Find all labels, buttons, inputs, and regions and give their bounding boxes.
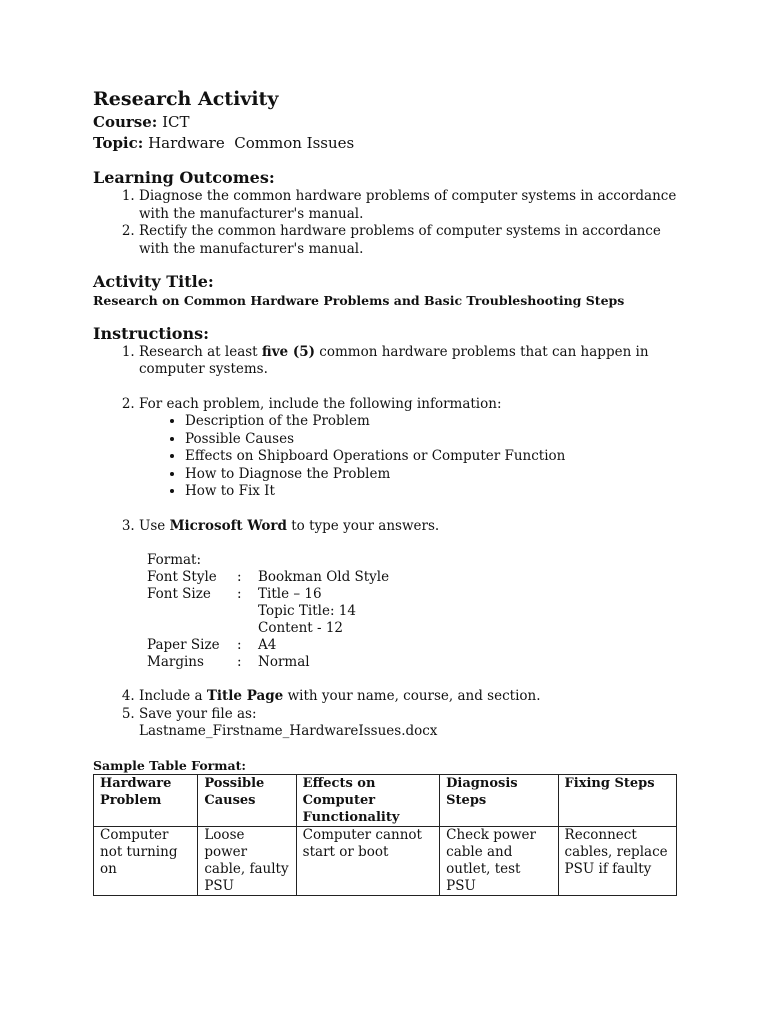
instr4-text: Include a	[139, 688, 207, 704]
format-values	[258, 586, 356, 637]
topic-label: Topic:	[93, 134, 144, 152]
course-label: Course:	[93, 113, 158, 131]
instr1-bold: five (5)	[261, 343, 316, 360]
activity-title: Research on Common Hardware Problems and Basic Troubleshooting Steps	[93, 293, 625, 308]
format-row-font-size	[147, 586, 693, 637]
topic-line	[93, 133, 693, 154]
table-cell: Computer not turning on	[94, 826, 198, 895]
table-header: Hardware Problem	[94, 774, 198, 826]
list-item	[139, 396, 693, 518]
format-block	[147, 552, 693, 671]
format-key: Font Style	[147, 569, 217, 585]
format-row-paper-size	[147, 637, 693, 654]
format-separator: :	[237, 654, 242, 670]
instructions-list	[93, 344, 693, 553]
topic-value: Hardware Common Issues	[148, 134, 355, 152]
filename-text: Lastname_Firstname_HardwareIssues.docx	[139, 723, 438, 739]
table-cell: Computer cannot start or boot	[296, 826, 439, 895]
format-label: Format:	[147, 552, 202, 568]
instr2-text: For each problem, include the following information:	[139, 395, 502, 412]
instr5-text: 5. Save your file as:	[139, 705, 257, 722]
learning-outcomes-list	[93, 188, 693, 258]
course-value: ICT	[162, 113, 190, 131]
table-cell: Reconnect cables, replace PSU if faulty	[558, 826, 676, 895]
list-item	[139, 344, 693, 396]
page-title: Research Activity	[93, 88, 279, 110]
activity-title-heading: Activity Title:	[93, 272, 214, 291]
format-key: Paper Size	[147, 637, 220, 653]
format-separator: :	[237, 637, 242, 653]
format-value: Bookman Old Style	[258, 569, 390, 585]
sample-table	[93, 774, 677, 896]
list-item: • How to Fix It	[185, 483, 693, 501]
instr3-bold: Microsoft Word	[169, 517, 287, 534]
format-value: Title – 16	[258, 586, 322, 602]
list-item	[139, 688, 693, 706]
learning-outcomes-heading: Learning Outcomes:	[93, 168, 275, 187]
format-separator: :	[237, 569, 242, 585]
instr4-bold: Title Page	[206, 688, 284, 704]
format-row-font-style	[147, 569, 693, 586]
instr3-text-end: to type your answers.	[286, 517, 440, 534]
document-page	[93, 86, 693, 896]
format-key: Font Size	[147, 586, 211, 602]
table-header: Possible Causes	[198, 774, 296, 826]
instr3-text: Use	[139, 517, 170, 534]
list-item: • Possible Causes	[185, 431, 693, 449]
table-header: Effects on Computer Functionality	[296, 774, 439, 826]
format-separator: :	[237, 586, 242, 602]
instr1-text-end: common hardware problems that can happen in computer systems.	[139, 343, 649, 377]
info-bullets	[139, 413, 693, 501]
sample-table-label: Sample Table Format:	[93, 757, 246, 773]
table-row	[94, 826, 677, 895]
instructions-heading: Instructions:	[93, 323, 210, 343]
list-item: • Effects on Shipboard Operations or Computer Function	[185, 448, 693, 466]
instructions-list-cont	[93, 688, 693, 741]
list-item: 2. Rectify the common hardware problems of computer systems in accordance with the manufacturer's manual.	[139, 223, 693, 258]
instr1-text: Research at least	[139, 343, 262, 360]
format-value: Content - 12	[258, 620, 344, 636]
format-value: Topic Title: 14	[258, 603, 356, 619]
instr4-text-end: with your name, course, and section.	[283, 688, 541, 704]
format-key: Margins	[147, 654, 204, 670]
list-item	[139, 706, 693, 741]
course-line	[93, 112, 693, 133]
table-cell: Check power cable and outlet, test PSU	[440, 826, 558, 895]
format-value: Normal	[258, 654, 310, 670]
list-item: • Description of the Problem	[185, 413, 693, 431]
table-cell: Loose power cable, faulty PSU	[198, 826, 296, 895]
list-item: • How to Diagnose the Problem	[185, 466, 693, 484]
table-header-row	[94, 774, 677, 826]
format-row-margins	[147, 654, 693, 671]
list-item: 1. Diagnose the common hardware problems of computer systems in accordance with the manufacturer's manual.	[139, 188, 693, 223]
format-value: A4	[258, 637, 277, 653]
list-item	[139, 518, 693, 553]
table-header: Fixing Steps	[558, 774, 676, 826]
table-header: Diagnosis Steps	[440, 774, 558, 826]
